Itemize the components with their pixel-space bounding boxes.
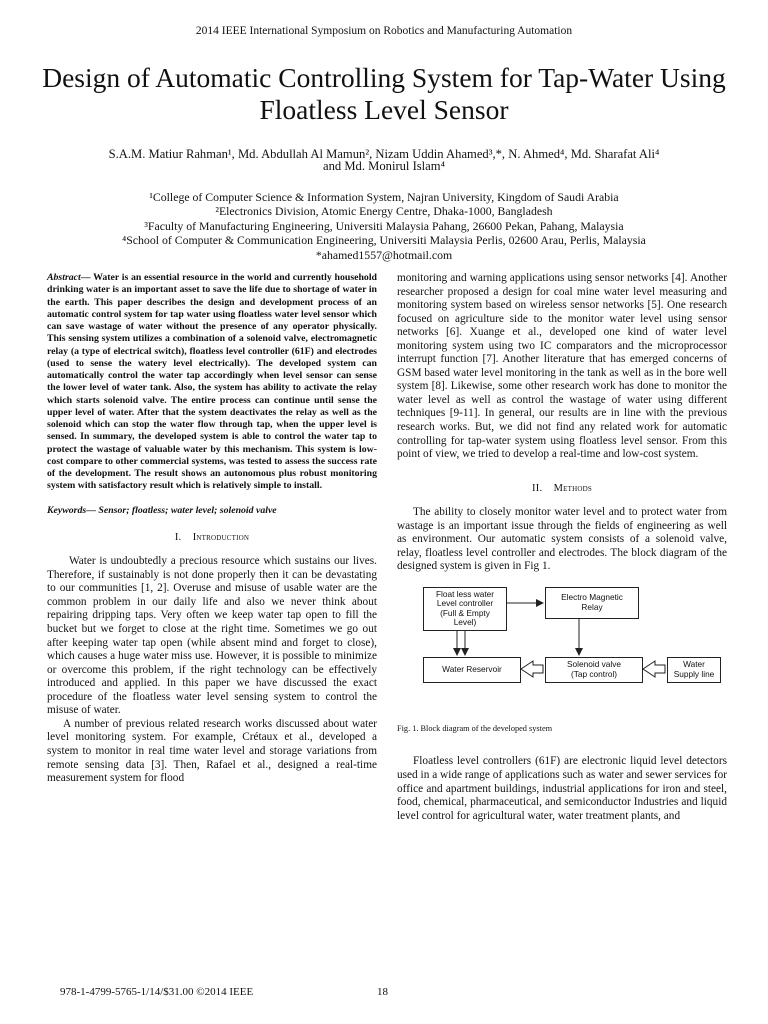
abstract-text: — Water is an essential resource in the world and currently household drinking water is an important asset to save the life due to shortage of water in the earth. This paper describes the design and development process of an automatic control system for tap water using floatless water level sensor which can save wastage of water without the presence of any operator physically. This sensing system utilizes a combination of a solenoid valve, electromagnetic relay (a type of electrical switch), floatless level controller (61F) and electrodes (used to sense the watery level electrically). The developed system can automatically control the water tap accordingly when level sensor can sense the lower level of water tank. Also, the system has ability to activate the relay which starts solenoid valve. The entire process can continue until sense the upper level of water. After that the system deactivates the relay as well as the solenoid which can stop the water flow through tap, when the upper level is sensed. In summary, the developed system is able to control the water tap to protect the wastage of valuable water by this mechanism. This system is low-cost compare to other commercial systems, was tested to assess the success rate of the development. The result shows an autonomous plus robust monitoring system with satisfactory result which is relatively simple to install. (47, 272, 377, 492)
keywords: Keywords— Sensor; floatless; water level; solenoid valve (47, 504, 277, 516)
section-heading-introduction (47, 531, 377, 545)
block-label: (Full & Empty (440, 607, 490, 618)
authors-line-1: S.A.M. Matiur Rahman¹, Md. Abdullah Al Mamun², Nizam Uddin Ahamed³,*, N. Ahmed⁴, Md. Sharafat Ali⁴ (108, 147, 660, 161)
block-label: (Tap control) (570, 668, 618, 679)
page-number: 18 (377, 986, 388, 998)
left-column (47, 272, 377, 786)
section-number: II. (532, 482, 543, 494)
methods-paragraph-2: Floatless level controllers (61F) are electronic liquid level detectors used in a wide range of applications such as water and sewer services for office and apartment buildings, industrial applications for iron and steel, food, chemical, pharmaceutical, and semiconductor Industries and liquid level control for agricultural water, water treatment plants, and (397, 755, 727, 822)
intro-paragraph-2: A number of previous related research works discussed about water level monitoring system. For example, Crétaux et al., developed a system to monitor in real time water level and storage variations from remote sensing data [3]. Then, Rafael et al., designed a real-time measurement system for flood (47, 717, 377, 785)
block-label: Electro Magnetic (561, 592, 623, 603)
solenoid-valve-block (545, 657, 643, 683)
block-label: Float less water (435, 588, 495, 599)
block-diagram (397, 587, 727, 712)
right-column (397, 272, 727, 823)
authors-line-2: and Md. Monirul Islam⁴ (323, 159, 445, 173)
block-label: Supply line (673, 668, 715, 679)
affiliation-1: ¹College of Computer Science & Information System, Najran University, Kingdom of Saudi Arabia (149, 190, 619, 204)
arrow-supply-to-solenoid (643, 661, 665, 677)
block-label: Water Reservoir (442, 664, 502, 675)
section-title: Introduction (192, 531, 250, 543)
author-list (30, 148, 738, 172)
conference-header: 2014 IEEE International Symposium on Robotics and Manufacturing Automation (195, 25, 573, 37)
section-number: I. (174, 531, 182, 543)
block-label: Water (683, 659, 705, 670)
related-work-paragraph: monitoring and warning applications using sensor networks [4]. Another researcher proposed a design for coal mine water level measuring and monitoring system based on wireless sensor networks [5]. One research focused on agriculture side to the monitor water level using sensor networks [6]. Xuange et al., developed one kind of water level monitoring system using two IC comparators and the microprocessor interrupt function [7]. Another literature that has emerged concerns of GSM based water level monitoring in the tank as well as in the bore well system [8]. Likewise, some other research work has done to monitor the water level as well as control the wastage of water using different techniques [9-11]. In general, our results are in line with the previous research works. But, we did not find any related work for automatic controlling for tap-water system using floatless level sensor. From this point of view, we tried to develop a real-time and low-cost system. (397, 272, 727, 461)
paper-title: Design of Automatic Controlling System for Tap-Water Using Floatless Level Sensor (42, 62, 726, 125)
block-label: Level controller (436, 598, 494, 609)
block-label: Solenoid valve (567, 659, 621, 670)
figure-caption: Fig. 1. Block diagram of the developed system (397, 723, 553, 733)
affiliation-2: ²Electronics Division, Atomic Energy Centre, Dhaka-1000, Bangladesh (215, 204, 553, 219)
affiliation-4: ⁴School of Computer & Communication Engineering, Universiti Malaysia Perlis, 02600 Arau, Perlis, Malaysia (122, 233, 646, 248)
intro-paragraph-1: Water is undoubtedly a precious resource which sustains our lives. Therefore, if sustainably is not done properly then it can be devastating to our communities [1, 2]. Overuse and misuse of usable water are the common problem in our daily life and also we never think about repairing dripping taps. Very often we keep water tap open to fill the bucket but we forget to close at the right time. Sometimes we go out after keeping water tap open (while absent mind and forget to close), which causes a huge water miss use. However, it is possible to minimize or overcome this problem, if the right technology can be effectively introduced and applied. In this paper we have discussed the exact procedure of the floatless water level sensing system to control the misuse of water. (47, 555, 377, 717)
block-label: Level) (453, 617, 477, 628)
copyright-footer: 978-1-4799-5765-1/14/$31.00 ©2014 IEEE (60, 986, 254, 998)
level-controller-block (423, 587, 507, 631)
section-title: Methods (553, 482, 592, 494)
section-heading-methods (397, 482, 727, 496)
contact-email: *ahamed1557@hotmail.com (315, 247, 453, 262)
arrow-solenoid-to-reservoir (521, 661, 543, 677)
methods-paragraph-1: The ability to closely monitor water level and to protect water from wastage is an important issue through the fields of engineering as well as environment. Our automatic system consists of a solenoid valve, relay, floatless level controller and electrodes. The block diagram of the designed system is given in Fig 1. (397, 506, 727, 573)
relay-block (545, 587, 639, 619)
water-reservoir-block (423, 657, 521, 683)
abstract (47, 272, 377, 493)
affiliations (30, 190, 738, 262)
affiliation-3: ³Faculty of Manufacturing Engineering, Universiti Malaysia Pahang, 26600 Pekan, Pahang, Malaysia (144, 218, 624, 233)
water-supply-block (667, 657, 721, 683)
block-label: Relay (581, 601, 603, 612)
abstract-label: Abstract (47, 272, 81, 283)
